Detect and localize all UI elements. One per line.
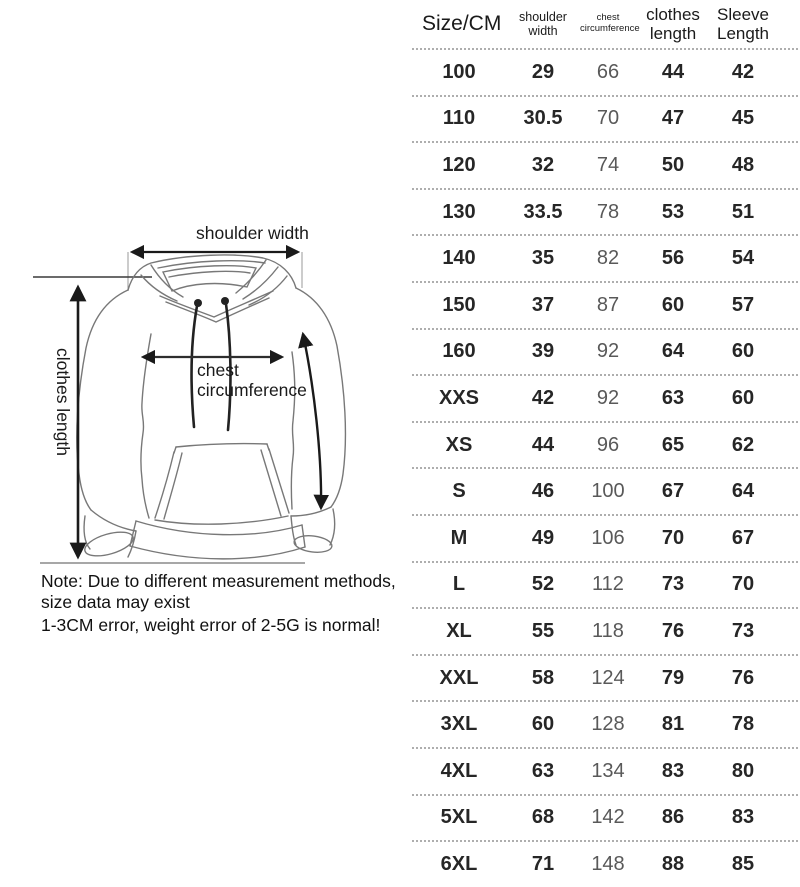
cell-clothes-length: 64	[661, 340, 685, 363]
guide-lines	[128, 252, 302, 291]
cell-clothes-length: 83	[661, 759, 685, 782]
cell-chest-circumference: 128	[591, 713, 625, 736]
cell-shoulder-width: 60	[531, 713, 555, 736]
cell-chest-circumference: 106	[591, 526, 625, 549]
cell-size: XS	[445, 433, 473, 456]
cell-size: 110	[442, 107, 476, 130]
cell-chest-circumference: 74	[596, 153, 620, 176]
table-row	[412, 516, 798, 563]
chest-label-line2: circumference	[197, 379, 307, 400]
cell-size: 5XL	[440, 806, 478, 829]
table-row	[412, 330, 798, 377]
cell-size: 130	[442, 200, 476, 223]
pocket-art	[155, 444, 289, 525]
cell-clothes-length: 50	[661, 153, 685, 176]
cell-clothes-length: 79	[661, 666, 685, 689]
cell-size: 120	[442, 153, 476, 176]
cell-sleeve-length: 80	[731, 759, 755, 782]
size-table-body	[412, 50, 798, 887]
cell-shoulder-width: 55	[531, 619, 555, 642]
cell-clothes-length: 44	[661, 60, 685, 83]
cell-shoulder-width: 32	[531, 153, 555, 176]
cell-chest-circumference: 148	[591, 852, 625, 875]
cell-clothes-length: 88	[661, 852, 685, 875]
cell-sleeve-length: 78	[731, 713, 755, 736]
cell-shoulder-width: 30.5	[523, 107, 563, 130]
cell-sleeve-length: 62	[731, 433, 755, 456]
cell-size: 150	[442, 293, 476, 316]
measurement-note	[41, 571, 396, 636]
cell-shoulder-width: 29	[531, 60, 555, 83]
cell-sleeve-length: 76	[731, 666, 755, 689]
cell-shoulder-width: 58	[531, 666, 555, 689]
cell-size: M	[450, 526, 468, 549]
table-row	[412, 423, 798, 470]
cell-shoulder-width: 33.5	[523, 200, 563, 223]
cell-sleeve-length: 85	[731, 852, 755, 875]
cell-shoulder-width: 37	[531, 293, 555, 316]
cell-size: 160	[442, 340, 476, 363]
cell-sleeve-length: 60	[731, 340, 755, 363]
cell-size: XL	[446, 619, 472, 642]
table-row	[412, 702, 798, 749]
header-size-cm: Size/CM	[422, 12, 502, 36]
table-row	[412, 796, 798, 843]
note-line-1: Note: Due to different measurement methods,	[41, 571, 396, 591]
table-row	[412, 50, 798, 97]
chest-circumference-label	[197, 361, 307, 400]
cell-size: 100	[442, 60, 476, 83]
cell-chest-circumference: 134	[591, 759, 625, 782]
cell-shoulder-width: 44	[531, 433, 555, 456]
table-row	[412, 563, 798, 610]
header-line: shoulder	[519, 10, 567, 24]
cell-chest-circumference: 70	[596, 107, 620, 130]
cell-chest-circumference: 118	[592, 619, 624, 642]
header-line: circumference	[580, 23, 640, 34]
cell-clothes-length: 56	[661, 247, 685, 270]
cell-clothes-length: 70	[661, 526, 685, 549]
header-line: length	[649, 24, 697, 43]
table-row	[412, 656, 798, 703]
cell-sleeve-length: 67	[731, 526, 755, 549]
header-line: clothes	[646, 4, 700, 24]
cell-clothes-length: 76	[661, 619, 685, 642]
cell-sleeve-length: 51	[731, 200, 755, 223]
cell-size: L	[452, 573, 466, 596]
cell-sleeve-length: 60	[731, 386, 755, 409]
cell-sleeve-length: 45	[731, 107, 755, 130]
cell-chest-circumference: 96	[596, 433, 620, 456]
cell-size: 4XL	[440, 759, 478, 782]
cell-shoulder-width: 71	[531, 852, 555, 875]
cell-sleeve-length: 57	[731, 293, 755, 316]
cell-clothes-length: 63	[661, 386, 685, 409]
cell-chest-circumference: 66	[596, 60, 620, 83]
cell-shoulder-width: 68	[531, 806, 555, 829]
cell-chest-circumference: 142	[591, 806, 625, 829]
cell-sleeve-length: 70	[731, 573, 755, 596]
cell-clothes-length: 81	[661, 713, 685, 736]
shoulder-width-label: shoulder width	[196, 223, 309, 243]
table-row	[412, 609, 798, 656]
header-line: Sleeve	[717, 4, 769, 24]
cell-sleeve-length: 48	[731, 153, 755, 176]
cell-clothes-length: 65	[661, 433, 685, 456]
cell-shoulder-width: 49	[531, 526, 555, 549]
cell-clothes-length: 73	[661, 573, 685, 596]
body-and-sleeves-art	[77, 288, 346, 561]
cell-size: XXL	[439, 666, 479, 689]
right-grommet	[221, 297, 229, 305]
cell-size: 6XL	[440, 852, 478, 875]
cell-chest-circumference: 100	[591, 480, 625, 503]
cell-shoulder-width: 42	[531, 386, 555, 409]
cell-size: XXS	[438, 386, 480, 409]
cell-clothes-length: 86	[661, 806, 685, 829]
hood-art	[128, 255, 296, 322]
cell-clothes-length: 53	[661, 200, 685, 223]
table-row	[412, 190, 798, 237]
cell-chest-circumference: 82	[596, 247, 620, 270]
cell-clothes-length: 47	[661, 107, 685, 130]
header-line: width	[528, 24, 558, 38]
cell-sleeve-length: 83	[731, 806, 755, 829]
cell-sleeve-length: 73	[731, 619, 755, 642]
cell-shoulder-width: 35	[531, 247, 555, 270]
header-line: chest	[596, 12, 620, 24]
cell-clothes-length: 60	[661, 293, 685, 316]
cell-chest-circumference: 87	[596, 293, 620, 316]
table-row	[412, 283, 798, 330]
table-header-row	[412, 0, 798, 50]
table-row	[412, 842, 798, 887]
cell-size: 140	[442, 247, 476, 270]
chest-label-line1: chest	[197, 360, 239, 380]
cell-chest-circumference: 92	[596, 340, 620, 363]
cell-shoulder-width: 52	[531, 573, 555, 596]
cell-size: S	[452, 480, 466, 503]
cell-chest-circumference: 78	[596, 200, 620, 223]
cell-size: 3XL	[440, 713, 478, 736]
table-row	[412, 236, 798, 283]
cell-shoulder-width: 46	[531, 480, 555, 503]
cell-sleeve-length: 64	[731, 480, 755, 503]
cell-shoulder-width: 39	[531, 340, 555, 363]
table-row	[412, 97, 798, 144]
left-grommet	[194, 299, 202, 307]
cell-chest-circumference: 92	[596, 386, 620, 409]
table-row	[412, 143, 798, 190]
header-shoulder-width	[506, 10, 580, 38]
table-row	[412, 749, 798, 796]
clothes-length-label: clothes length	[52, 348, 73, 456]
header-clothes-length	[636, 5, 710, 43]
cell-chest-circumference: 124	[591, 666, 625, 689]
note-line-2: size data may exist	[41, 592, 190, 612]
note-line-3: 1-3CM error, weight error of 2-5G is normal!	[41, 615, 381, 635]
cell-clothes-length: 67	[661, 480, 685, 503]
cell-sleeve-length: 42	[731, 60, 755, 83]
cell-sleeve-length: 54	[731, 247, 755, 270]
table-row	[412, 376, 798, 423]
table-row	[412, 469, 798, 516]
cell-shoulder-width: 63	[531, 759, 555, 782]
header-chest-circumference	[580, 12, 640, 34]
size-table	[412, 0, 798, 887]
cell-chest-circumference: 112	[592, 573, 624, 596]
header-sleeve-length	[710, 5, 776, 43]
header-line: Length	[717, 24, 769, 43]
